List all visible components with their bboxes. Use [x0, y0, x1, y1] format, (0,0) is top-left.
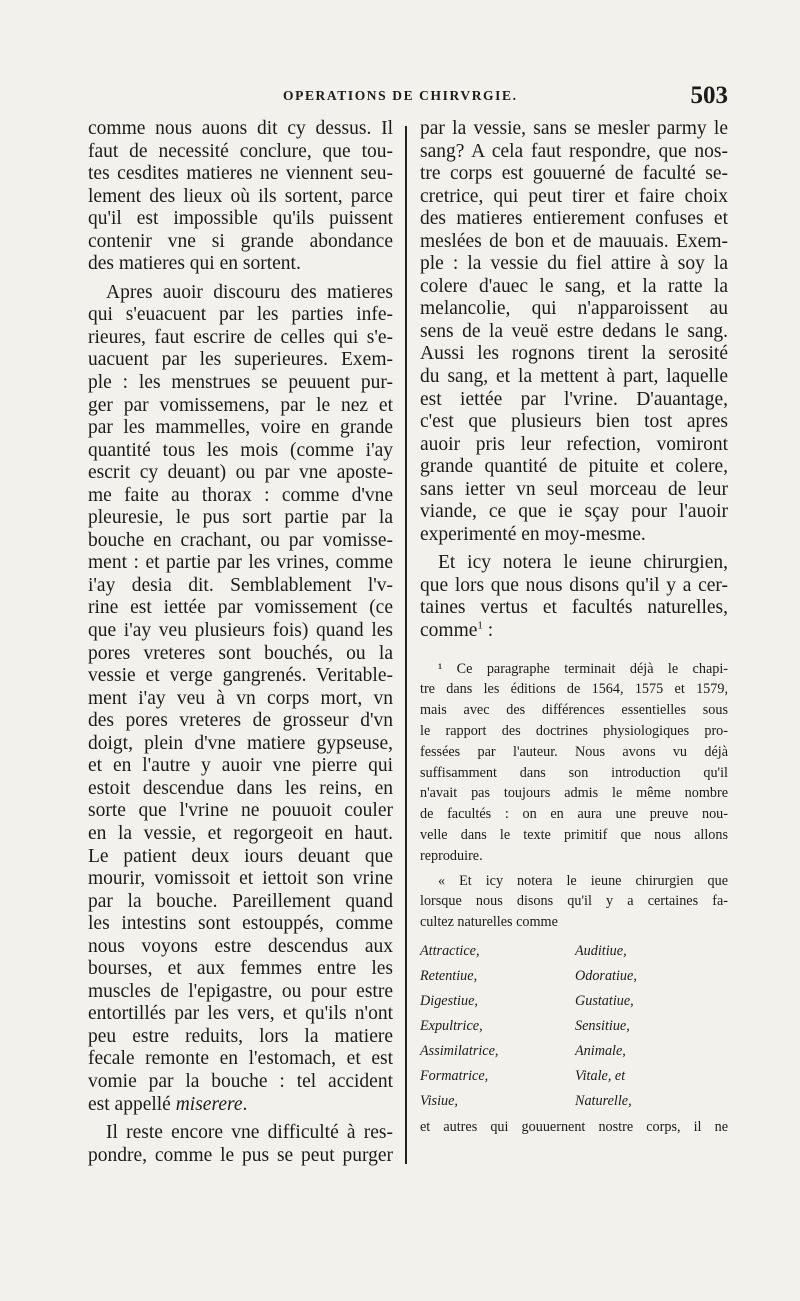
right-paragraph-2-last-line [420, 620, 728, 643]
text-line: est iettée par l'vrine. D'auantage, [420, 388, 728, 410]
text-line: melancolie, qui n'apparoissent au [420, 298, 728, 320]
text-line: sang? A cela faut respondre, que nos- [420, 140, 728, 162]
text-line: reproduire. [420, 847, 483, 864]
text-line: cultez naturelles comme [420, 914, 558, 931]
faculty-term: Vitale, et [575, 1067, 626, 1084]
left-paragraph-2 [88, 282, 393, 1094]
text-line: i'ay desia dit. Semblablement l'v- [88, 574, 393, 596]
right-column [420, 118, 728, 1138]
text-line: pondre, comme le pus se peut purger [88, 1144, 393, 1166]
text-line: nous voyons estre descendus aux [88, 935, 393, 957]
italic-term: miserere [175, 1093, 243, 1115]
text-line: uacuent par les superieures. Exem- [88, 349, 393, 371]
text-line: par la bouche. Pareillement quand [88, 890, 393, 912]
faculties-list-right [575, 939, 725, 1114]
text-line: le rapport des doctrines physiologiques pro- [420, 722, 728, 739]
text-line: ger par vomissemens, par le nez et [88, 394, 393, 416]
text-line: experimenté en moy-mesme. [420, 523, 646, 545]
text-line: taines vertus et facultés naturelles, [420, 597, 728, 619]
text-line: en la vessie, et regorgeoit en haut. [88, 822, 393, 844]
text-line: quantité tous les mois (comme i'ay [88, 439, 393, 461]
text-line: qu'il est impossible qu'ils puissent [88, 208, 393, 230]
faculty-term: Formatrice, [420, 1067, 489, 1084]
text-line: bourses, et aux femmes entre les [88, 958, 393, 980]
text-line: bouche en crachant, ou par vomisse- [88, 529, 393, 551]
text-line: lement des lieux où ils sortent, parce [88, 185, 393, 207]
left-paragraph-2-last-line [88, 1094, 393, 1117]
text-line: lorsque nous disons qu'il y a certaines fa- [420, 893, 728, 910]
text-line: mourir, vomissoit et iettoit son vrine [88, 868, 393, 890]
text-line: sorte que l'vrine ne pouuoit couler [88, 800, 393, 822]
text-line: Il reste encore vne difficulté à res- [106, 1122, 393, 1144]
text-line: mais avec des différences essentielles sous [420, 702, 728, 719]
faculty-term: Retentiue, [420, 967, 478, 984]
text-line: rine est iettée par vomissement (ce [88, 597, 393, 619]
text-line: c'est que plusieurs bien tost apres [420, 411, 728, 433]
text-line: sans ietter vn seul morceau de leur [420, 478, 728, 500]
page-header [88, 82, 728, 112]
faculty-term: Animale, [575, 1042, 626, 1059]
text-line: fecale remonte en l'estomach, et est [88, 1048, 393, 1070]
left-column [88, 118, 393, 1167]
text-line: par la vessie, sans se mesler parmy le [420, 118, 728, 139]
text-line: vomie par la bouche : tel accident [88, 1070, 393, 1092]
text-line: qui s'euacuent par les parties infe- [88, 304, 393, 326]
text-line: de facultés : on en aura une preuve nou- [420, 806, 728, 823]
text-line: peu estre reduits, lors la matiere [88, 1025, 393, 1047]
text-line: pleuresie, le pus sort partie par la [88, 507, 393, 529]
text-line: escrit cy deuant) ou par vne aposte- [88, 462, 393, 484]
left-paragraph-3 [88, 1122, 393, 1167]
text-line: Le patient deux iours deuant que [88, 845, 393, 867]
column-rule [405, 126, 407, 1164]
text-line: comme nous auons dit cy dessus. Il [88, 118, 393, 139]
text-line: Et icy notera le ieune chirurgien, [438, 552, 728, 574]
text-line: tre dans les éditions de 1564, 1575 et 1579, [420, 681, 728, 698]
text-line: velle dans le texte primitif que nous allons [420, 826, 728, 843]
text-line: doigt, plein d'vne matiere gypseuse, [88, 732, 393, 754]
text-line: les intestins sont estouppés, comme [88, 913, 393, 935]
text-line: me faite au thorax : comme d'vne [88, 484, 393, 506]
text-line: ple : la vessie du fiel attire à soy la [420, 253, 728, 275]
faculty-term: Attractice, [420, 942, 480, 959]
text-line: du sang, et la mettent à part, laquelle [420, 366, 728, 388]
text-line: des matieres qui en sortent. [88, 253, 301, 275]
text-line: auoir pris leur refection, vomiront [420, 433, 728, 455]
footnote-mark: 1 [477, 619, 483, 632]
text-line: tes cesdites matieres ne viennent seu- [88, 163, 393, 185]
text-line: ment : et partie par les vrines, comme [88, 552, 393, 574]
faculty-term: Auditiue, [575, 942, 627, 959]
text-line: ¹ Ce paragraphe terminait déjà le chapi- [438, 660, 728, 677]
faculties-list [420, 939, 728, 1114]
text-line: faut de necessité conclure, que tou- [88, 140, 393, 162]
text-line: contenir vne si grande abondance [88, 230, 393, 252]
left-paragraph-1 [88, 118, 393, 276]
text-line: des matieres entierement confuses et [420, 208, 728, 230]
right-paragraph-2 [420, 552, 728, 620]
faculty-term: Odoratiue, [575, 967, 637, 984]
text-run: . [242, 1093, 248, 1115]
text-line: muscles de l'epigastre, ou pour estre [88, 980, 393, 1002]
footnote-quote [420, 871, 728, 933]
text-line: n'avait pas toujours admis le même nombre [420, 785, 728, 802]
text-line: par les mammelles, voire en grande [88, 417, 393, 439]
footnote-end-line: et autres qui gouuernent nostre corps, il ne [420, 1118, 728, 1135]
footnote [420, 659, 728, 1138]
text-line: Aussi les rognons tirent la serosité [420, 343, 728, 365]
text-line: pores vreteres sont bouchés, ou la [88, 642, 393, 664]
text-line: des pores vreteres de grosseur d'vn [88, 710, 393, 732]
text-line: ment i'ay veu à vn corps mort, vn [88, 687, 393, 709]
faculty-term: Naturelle, [575, 1092, 632, 1109]
faculty-term: Digestiue, [420, 992, 478, 1009]
text-line: estoit descendue dans les reins, en [88, 777, 393, 799]
text-line: colere d'auec le sang, et la ratte la [420, 275, 728, 297]
text-run: est appellé [88, 1093, 176, 1115]
text-line: grande quantité de pituite et colere, [420, 456, 728, 478]
running-head: OPERATIONS DE CHIRVRGIE. [283, 88, 518, 103]
faculty-term: Gustatiue, [575, 992, 634, 1009]
text-line: entortillés par les vers, et qu'ils n'ont [88, 1003, 393, 1025]
text-line: meslées de bon et de mauuais. Exem- [420, 230, 728, 252]
faculty-term: Assimilatrice, [420, 1042, 499, 1059]
text-line: vessie et verge gangrenés. Veritable- [88, 665, 393, 687]
text-line: ple : les menstrues se peuuent pur- [88, 372, 393, 394]
text-line: sens de la veuë estre dedans le sang. [420, 320, 728, 342]
text-run: : [482, 620, 494, 642]
faculties-list-left [420, 939, 575, 1114]
text-line: « Et icy notera le ieune chirurgien que [438, 872, 728, 889]
text-line: Apres auoir discouru des matieres [106, 281, 393, 303]
text-line: viande, ce que ie sçay pour l'auoir [420, 501, 728, 523]
right-paragraph-1 [420, 118, 728, 546]
page-number: 503 [690, 82, 728, 109]
text-line: rieures, faut escrire de celles qui s'e- [88, 326, 393, 348]
text-line: cretrice, qui peut tirer et faire choix [420, 185, 728, 207]
text-line: que i'ay veu plusieurs fois) quand les [88, 620, 393, 642]
text-line: fessées par l'auteur. Nous avons vu déjà [420, 743, 728, 760]
faculty-term: Expultrice, [420, 1017, 483, 1034]
text-line: que lors que nous disons qu'il y a cer- [420, 574, 728, 596]
text-line: suffisamment dans son introduction qu'il [420, 764, 728, 781]
faculty-term: Sensitiue, [575, 1017, 630, 1034]
text-run: comme [420, 620, 478, 642]
footnote-text [420, 659, 728, 867]
text-line: tre corps est gouuerné de faculté se- [420, 163, 728, 185]
faculty-term: Visiue, [420, 1092, 458, 1109]
text-line: et en l'autre y auoir vne pierre qui [88, 755, 393, 777]
